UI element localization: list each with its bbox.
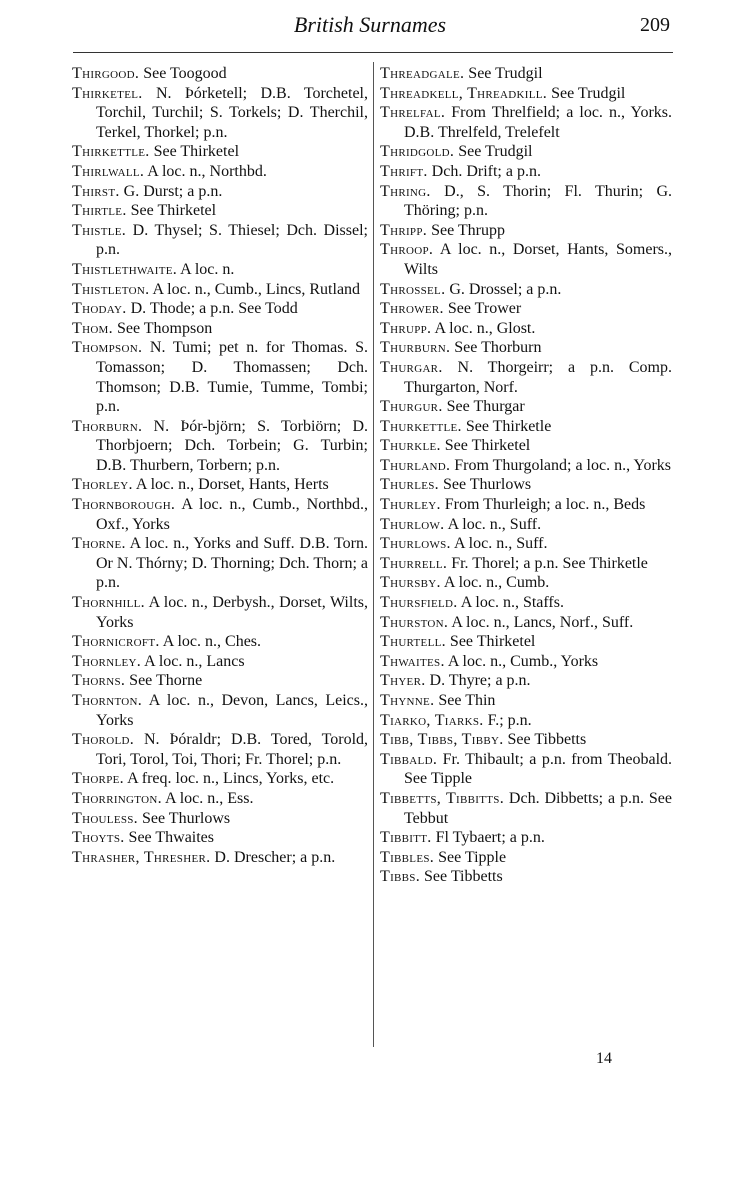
entry-headword: Thoday.: [72, 300, 127, 318]
entry-headword: Tibbles.: [380, 848, 435, 866]
entry-headword: Thurburn.: [380, 339, 451, 357]
entry-definition: A loc. n., Glost.: [434, 319, 536, 337]
left-column: [72, 64, 368, 867]
entry-definition: A loc. n., Lancs, Norf., Suff.: [451, 613, 634, 631]
running-header: [70, 8, 670, 42]
entry-definition: Dch. Dibbetts; a p.n. See Tebbut: [404, 789, 672, 827]
entry-headword: Thistleton.: [72, 280, 150, 298]
dictionary-entry: [380, 632, 672, 652]
dictionary-entry: [72, 64, 368, 84]
entry-definition: See Thompson: [116, 319, 213, 337]
dictionary-entry: [72, 848, 368, 868]
entry-definition: See Thirketel: [449, 633, 536, 651]
dictionary-entry: [380, 436, 672, 456]
entry-definition: A loc. n., Northbd.: [147, 162, 267, 180]
entry-headword: Thwaites.: [380, 652, 445, 670]
dictionary-entry: [72, 828, 368, 848]
dictionary-entry: [72, 475, 368, 495]
entry-definition: N. Tumi; pet n. for Thomas. S. Tomasson; D. Thomassen; Dch. Thomson; D.B. Tumie, Tumme, Tombi; p.n.: [96, 339, 369, 416]
entry-definition: D. Thysel; S. Thiesel; Dch. Dissel; p.n.: [96, 221, 368, 259]
entry-definition: D., S. Thorin; Fl. Thurin; G. Thöring; p.n.: [404, 182, 672, 220]
dictionary-entry: [72, 221, 368, 260]
entry-definition: See Thirketel: [153, 143, 240, 161]
dictionary-entry: [380, 573, 672, 593]
entry-definition: A loc. n., Suff.: [447, 515, 542, 533]
dictionary-entry: [380, 534, 672, 554]
entry-definition: A loc. n., Suff.: [454, 535, 548, 553]
entry-definition: A loc. n., Dorset, Hants, Somers., Wilts: [404, 241, 672, 278]
dictionary-entry: [380, 848, 672, 868]
page-number: 209: [640, 14, 670, 36]
entry-definition: A loc. n., Ess.: [165, 789, 254, 807]
column-divider: [373, 62, 374, 1047]
entry-headword: Thursby.: [380, 574, 441, 592]
entry-definition: See Trudgil: [458, 143, 533, 161]
dictionary-entry: [72, 671, 368, 691]
entry-headword: Thynne.: [380, 692, 435, 709]
dictionary-entry: [380, 240, 672, 279]
entry-headword: Tibb, Tibbs, Tibby.: [380, 731, 504, 749]
entry-headword: Thrupp.: [380, 319, 432, 337]
entry-definition: A loc. n., Ches.: [162, 633, 262, 651]
entry-definition: A loc. n., Derbysh., Dorset, Wilts, Yorks: [96, 594, 368, 631]
entry-headword: Thurley.: [380, 496, 441, 514]
entry-definition: Dch. Drift; a p.n.: [431, 162, 541, 180]
dictionary-entry: [72, 142, 368, 162]
entry-definition: G. Drossel; a p.n.: [449, 280, 562, 298]
entry-headword: Thurkettle.: [380, 417, 462, 435]
entry-definition: G. Durst; a p.n.: [123, 182, 223, 200]
entry-definition: See Tipple: [438, 848, 507, 866]
dictionary-entry: [380, 358, 672, 397]
dictionary-entry: [72, 299, 368, 319]
entry-headword: Thurland.: [380, 456, 451, 474]
entry-headword: Threlfal.: [380, 104, 446, 122]
entry-definition: See Toogood: [143, 65, 227, 82]
entry-headword: Thouless.: [72, 809, 138, 827]
entry-headword: Thurlow.: [380, 515, 445, 533]
entry-definition: A loc. n., Yorks and Suff. D.B. Torn. Or N. Thórny; D. Thorning; Dch. Thorn; a p.n.: [96, 535, 368, 592]
dictionary-entry: [380, 691, 672, 711]
entry-definition: A freq. loc. n., Lincs, Yorks, etc.: [127, 770, 335, 788]
dictionary-entry: [380, 495, 672, 515]
entry-headword: Thridgold.: [380, 143, 455, 161]
entry-definition: F.; p.n.: [487, 711, 532, 729]
entry-definition: N. Þóraldr; D.B. Tored, Torold, Tori, Torol, Toi, Thori; Fr. Thorel; p.n.: [96, 731, 369, 768]
entry-definition: See Thurgar: [446, 398, 525, 416]
entry-headword: Thornicroft.: [72, 633, 160, 651]
entry-headword: Threadgale.: [380, 65, 465, 82]
entry-definition: N. Þórketell; D.B. Torchetel, Torchil, Turchil; S. Torkels; D. Therchil, Terkel, Thorkel; p.n.: [96, 84, 368, 141]
entry-headword: Thurrell.: [380, 554, 448, 572]
entry-headword: Thornborough.: [72, 496, 176, 514]
entry-headword: Thompson.: [72, 339, 143, 357]
entry-definition: A loc. n., Dorset, Hants, Herts: [135, 476, 329, 494]
entry-headword: Thorpe.: [72, 770, 124, 788]
entry-headword: Thorrington.: [72, 789, 162, 807]
entry-definition: See Thirketel: [444, 437, 531, 455]
dictionary-entry: [380, 319, 672, 339]
dictionary-entry: [72, 534, 368, 593]
entry-definition: A loc. n., Cumb.: [443, 574, 550, 592]
dictionary-entry: [380, 730, 672, 750]
dictionary-entry: [380, 789, 672, 828]
dictionary-entry: [380, 142, 672, 162]
dictionary-entry: [72, 319, 368, 339]
entry-definition: Fr. Thibault; a p.n. from Theobald. See Tipple: [404, 750, 673, 788]
entry-definition: A loc. n., Devon, Lancs, Leics., Yorks: [96, 692, 368, 729]
entry-headword: Tibbitt.: [380, 829, 432, 847]
entry-definition: From Thurleigh; a loc. n., Beds: [444, 496, 646, 514]
dictionary-entry: [380, 280, 672, 300]
dictionary-entry: [380, 828, 672, 848]
entry-headword: Thistlethwaite.: [72, 260, 178, 278]
entry-definition: See Trower: [447, 300, 522, 318]
entry-definition: Fl Tybaert; a p.n.: [435, 829, 545, 847]
entry-definition: From Threlfield; a loc. n., Yorks. D.B. Threlfeld, Trelefelt: [404, 104, 672, 141]
dictionary-entry: [72, 162, 368, 182]
dictionary-entry: [380, 554, 672, 574]
dictionary-entry: [380, 417, 672, 437]
entry-definition: See Thorne: [129, 672, 203, 690]
entry-headword: Throop.: [380, 241, 434, 259]
entry-headword: Thorburn.: [72, 417, 143, 435]
entry-headword: Thornton.: [72, 692, 143, 709]
entry-headword: Thornley.: [72, 652, 142, 670]
entry-headword: Tiarko, Tiarks.: [380, 711, 484, 729]
entry-headword: Thirketel.: [72, 84, 143, 102]
dictionary-entry: [72, 769, 368, 789]
entry-headword: Threadkell, Threadkill.: [380, 84, 548, 102]
entry-headword: Thurlows.: [380, 535, 451, 553]
dictionary-entry: [72, 691, 368, 730]
entry-headword: Thirtle.: [72, 202, 127, 220]
dictionary-entry: [72, 260, 368, 280]
entry-headword: Thirst.: [72, 182, 120, 200]
dictionary-entry: [380, 652, 672, 672]
entry-definition: A loc. n.: [180, 260, 235, 278]
entry-headword: Thom.: [72, 319, 113, 337]
entry-headword: Thurkle.: [380, 437, 441, 455]
entry-headword: Thorley.: [72, 476, 133, 494]
entry-headword: Tibbs.: [380, 868, 421, 886]
entry-definition: A loc. n., Cumb., Northbd., Oxf., Yorks: [96, 496, 368, 533]
entry-definition: See Thirketel: [130, 202, 217, 220]
dictionary-entry: [72, 417, 368, 476]
dictionary-entry: [380, 299, 672, 319]
running-title: British Surnames: [293, 12, 447, 37]
dictionary-entry: [72, 495, 368, 534]
entry-headword: Thurles.: [380, 476, 439, 494]
entry-definition: D. Thyre; a p.n.: [429, 672, 531, 690]
entry-definition: D. Thode; a p.n. See Todd: [130, 300, 298, 318]
entry-headword: Thurgur.: [380, 398, 443, 416]
header-rule: [73, 52, 673, 53]
entry-headword: Tibbald.: [380, 750, 438, 768]
entry-headword: Thistle.: [72, 221, 127, 239]
dictionary-entry: [72, 280, 368, 300]
dictionary-entry: [72, 84, 368, 143]
entry-headword: Thyer.: [380, 672, 426, 690]
dictionary-entry: [72, 201, 368, 221]
entry-definition: See Thwaites: [128, 829, 215, 847]
entry-headword: Thripp.: [380, 221, 428, 239]
entry-definition: See Thin: [438, 692, 496, 709]
entry-definition: See Trudgil: [468, 65, 543, 82]
entry-definition: N. Þór-björn; S. Torbiörn; D. Thorbjoern; Dch. Torbein; G. Turbin; D.B. Thurbern, Torbern; p.n.: [96, 417, 369, 474]
dictionary-entry: [380, 613, 672, 633]
entry-headword: Tibbetts, Tibbitts.: [380, 789, 505, 807]
entry-headword: Thurtell.: [380, 633, 446, 651]
dictionary-entry: [380, 221, 672, 241]
entry-definition: D. Drescher; a p.n.: [214, 848, 336, 866]
dictionary-entry: [380, 515, 672, 535]
dictionary-entry: [72, 182, 368, 202]
right-column: [380, 64, 672, 887]
dictionary-entry: [72, 809, 368, 829]
entry-headword: Thorne.: [72, 535, 126, 553]
dictionary-entry: [380, 671, 672, 691]
entry-definition: See Thirketle: [465, 417, 552, 435]
entry-headword: Thornhill.: [72, 594, 145, 612]
entry-definition: From Thurgoland; a loc. n., Yorks: [454, 456, 671, 474]
dictionary-entry: [380, 867, 672, 887]
entry-definition: A loc. n., Cumb., Yorks: [447, 652, 599, 670]
dictionary-entry: [72, 652, 368, 672]
dictionary-entry: [380, 456, 672, 476]
dictionary-entry: [380, 711, 672, 731]
entry-headword: Thursfield.: [380, 594, 458, 612]
entry-headword: Throssel.: [380, 280, 446, 298]
entry-headword: Thurgar.: [380, 358, 443, 376]
dictionary-entry: [380, 475, 672, 495]
entry-headword: Thirkettle.: [72, 143, 150, 161]
entry-definition: See Thurlows: [442, 476, 532, 494]
entry-headword: Thrift.: [380, 162, 428, 180]
entry-headword: Thurston.: [380, 613, 449, 631]
entry-headword: Thorold.: [72, 731, 135, 749]
entry-headword: Thrower.: [380, 300, 444, 318]
entry-headword: Thoyts.: [72, 829, 125, 847]
entry-headword: Thring.: [380, 182, 431, 200]
dictionary-entry: [72, 338, 368, 416]
signature-mark: 14: [596, 1050, 612, 1067]
entry-definition: See Tibbetts: [507, 731, 587, 749]
entry-definition: A loc. n., Lancs: [144, 652, 245, 670]
entry-definition: See Trudgil: [551, 84, 626, 102]
dictionary-entry: [380, 397, 672, 417]
dictionary-entry: [72, 789, 368, 809]
entry-definition: See Thrupp: [431, 221, 505, 239]
dictionary-entry: [380, 750, 672, 789]
entry-definition: A loc. n., Staffs.: [460, 594, 564, 612]
entry-definition: N. Thorgeirr; a p.n. Comp. Thurgarton, Norf.: [404, 358, 672, 396]
dictionary-entry: [380, 182, 672, 221]
dictionary-entry: [72, 632, 368, 652]
entry-headword: Thorns.: [72, 672, 126, 690]
entry-definition: See Thurlows: [141, 809, 231, 827]
entry-definition: See Thorburn: [454, 339, 542, 357]
dictionary-entry: [72, 593, 368, 632]
entry-definition: Fr. Thorel; a p.n. See Thirketle: [451, 554, 648, 572]
dictionary-entry: [380, 103, 672, 142]
dictionary-entry: [380, 162, 672, 182]
entry-definition: A loc. n., Cumb., Lincs, Rutland: [152, 280, 361, 298]
entry-headword: Thirlwall.: [72, 162, 145, 180]
entry-headword: Thirgood.: [72, 65, 140, 82]
entry-headword: Thrasher, Thresher.: [72, 848, 211, 866]
dictionary-entry: [72, 730, 368, 769]
dictionary-entry: [380, 338, 672, 358]
dictionary-entry: [380, 84, 672, 104]
dictionary-entry: [380, 593, 672, 613]
entry-definition: See Tibbetts: [424, 868, 503, 886]
dictionary-entry: [380, 64, 672, 84]
